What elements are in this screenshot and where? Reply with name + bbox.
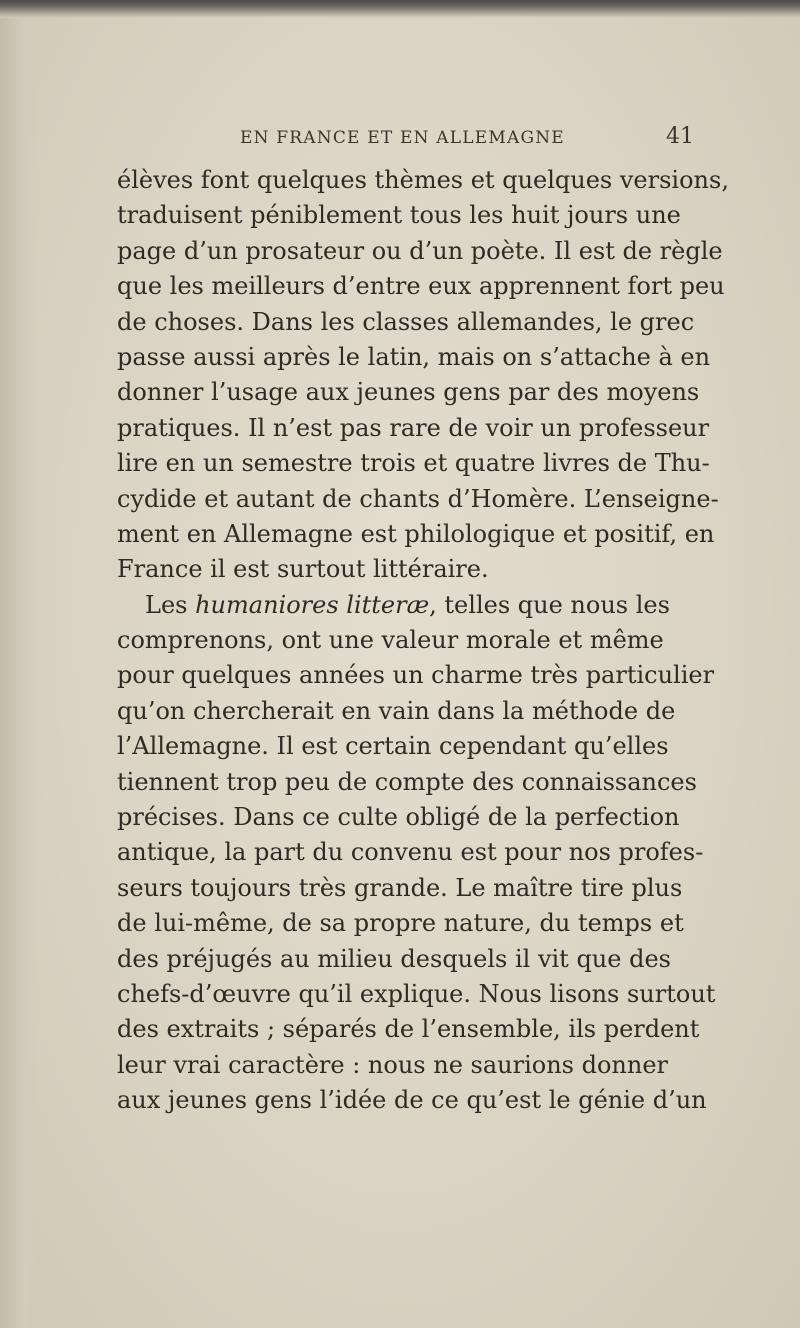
text-line: pour quelques années un charme très particulier — [117, 661, 715, 690]
text-line: l’Allemagne. Il est certain cependant qu’elles — [117, 732, 669, 761]
text-line: seurs toujours très grande. Le maître tire plus — [117, 873, 683, 902]
text-line: traduisent péniblement tous les huit jours une — [117, 201, 681, 230]
text-line: passe aussi après le latin, mais on s’attache à en — [117, 342, 711, 371]
text-line: cydide et autant de chants d’Homère. L’enseigne- — [117, 484, 719, 513]
text-line: France il est surtout littéraire. — [117, 555, 489, 584]
paragraph-2-lead: Les — [145, 590, 196, 619]
text-line: des extraits ; séparés de l’ensemble, ils perdent — [117, 1015, 700, 1044]
text-line: précises. Dans ce culte obligé de la perfection — [117, 803, 680, 832]
paragraph-2-lead-rest: , telles que nous les — [429, 590, 670, 619]
text-line: donner l’usage aux jeunes gens par des moyens — [117, 378, 700, 407]
text-line: page d’un prosateur ou d’un poète. Il est de règle — [117, 236, 723, 265]
text-line: tiennent trop peu de compte des connaissances — [117, 767, 697, 796]
text-line: que les meilleurs d’entre eux apprennent fort peu — [117, 272, 725, 301]
running-head-title: EN FRANCE ET EN ALLEMAGNE — [240, 128, 565, 148]
text-line: de choses. Dans les classes allemandes, le grec — [117, 307, 695, 336]
text-line: lire en un semestre trois et quatre livres de Thu- — [117, 449, 710, 478]
body-text — [117, 163, 729, 1119]
text-line: leur vrai caractère : nous ne saurions donner — [117, 1050, 669, 1079]
page-top-edge — [0, 0, 800, 18]
text-line: aux jeunes gens l’idée de ce qu’est le génie d’un — [117, 1086, 707, 1115]
text-line: antique, la part du convenu est pour nos profes- — [117, 838, 704, 867]
text-line: qu’on chercherait en vain dans la méthode de — [117, 696, 676, 725]
text-line: de lui-même, de sa propre nature, du temps et — [117, 909, 684, 938]
text-line: comprenons, ont une valeur morale et même — [117, 626, 664, 655]
paragraph-2-first-line — [117, 588, 697, 623]
page-number: 41 — [666, 124, 694, 149]
text-line: ment en Allemagne est philologique et positif, en — [117, 519, 715, 548]
text-line: des préjugés au milieu desquels il vit que des — [117, 944, 671, 973]
page-binding-edge — [0, 18, 40, 1328]
running-head — [0, 124, 800, 154]
text-line: élèves font quelques thèmes et quelques versions, — [117, 166, 729, 194]
latin-phrase: humaniores litteræ — [195, 590, 430, 619]
text-line: pratiques. Il n’est pas rare de voir un professeur — [117, 413, 710, 442]
text-line: chefs-d’œuvre qu’il explique. Nous lisons surtout — [117, 979, 716, 1008]
